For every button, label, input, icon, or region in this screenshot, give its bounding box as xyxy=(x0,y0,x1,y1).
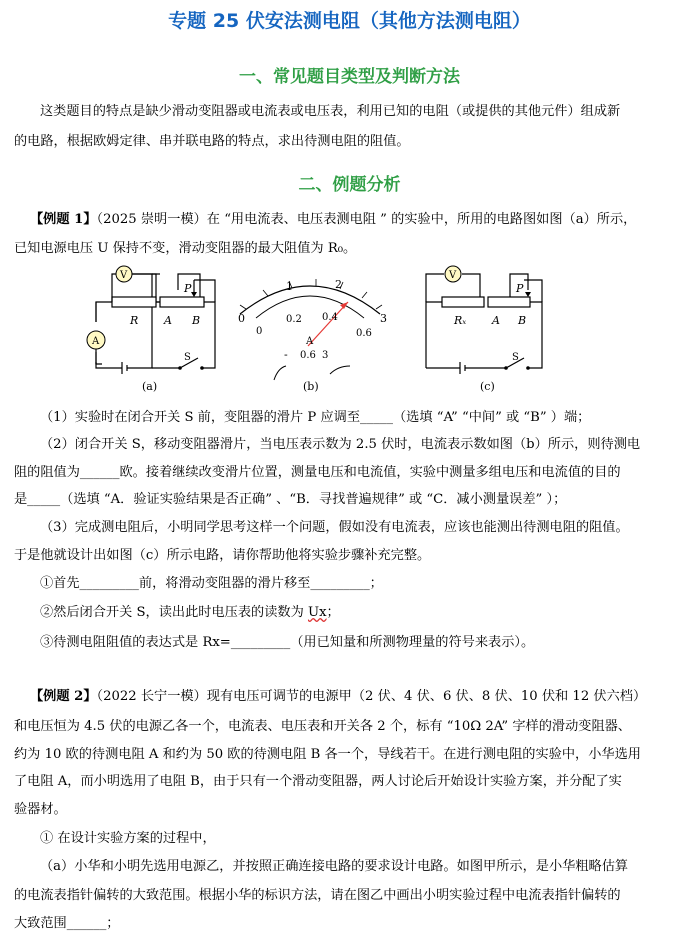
ammeter-label: A xyxy=(92,336,100,347)
example1-line-1 xyxy=(30,211,699,229)
resistor-label-rx: Rₓ xyxy=(454,314,467,327)
example2-line-3: 约为 10 欧的待测电阻 A 和约为 50 欧的待测电阻 B 各一个，导线若干。在进行测电阻的实验中，小华选用 xyxy=(14,747,641,762)
q2-line-2: 阻的阻值为______欧。接着继续改变滑片位置，测量电压和电流值，实验中测量多组电压和电流值的目的 xyxy=(14,465,621,480)
example2-part-a-1: （a）小华和小明先选用电源乙，并按照正确连接电路的要求设计电路。如图甲所示，是小华粗略估算 xyxy=(40,859,629,874)
step-2-text: ②然后闭合开关 S，读出此时电压表的读数为 xyxy=(40,605,308,620)
ammeter-dial xyxy=(238,278,387,393)
scale-top-0: 0 xyxy=(238,312,245,325)
example2-line-4: 了电阻 A，而小明选用了电阻 B，由于只有一个滑动变阻器，两人讨论后开始设计实验方案，并分配了实 xyxy=(14,774,622,789)
step-1: ①首先_________前，将滑动变阻器的滑片移至_________； xyxy=(40,576,383,591)
resistor-label-r: R xyxy=(130,314,139,327)
scale-top-2: 2 xyxy=(335,278,342,291)
example1-label: 【例题 1】 xyxy=(30,212,97,227)
q3-line-2: 于是他就设计出如图（c）所示电路，请你帮助他将实验步骤补充完整。 xyxy=(14,548,431,563)
example1-line-2: 已知电源电压 U 保持不变，滑动变阻器的最大阻值为 R₀。 xyxy=(14,241,357,256)
scale-bottom-0: 0 xyxy=(256,326,263,337)
scale-top-3: 3 xyxy=(380,312,387,325)
label-a-a: A xyxy=(164,314,172,327)
caption-a: (a) xyxy=(142,380,158,393)
caption-c: (c) xyxy=(480,380,495,393)
example2-part-a-2: 的电流表指针偏转的大致范围。根据小华的标识方法，请在图乙中画出小明实验过程中电流表指针偏转的 xyxy=(14,888,621,903)
step-2-end: ； xyxy=(326,605,340,620)
dial-unit-a: A xyxy=(306,336,314,347)
step-2 xyxy=(40,604,699,622)
q3-line-1: （3）完成测电阻后，小明同学思考这样一个问题，假如没有电流表，应该也能测出待测电阻的阻值。 xyxy=(40,520,629,535)
q1-line: （1）实验时在闭合开关 S 前，变阻器的滑片 P 应调至_____（选填 “A” “中间” 或 “B” ）端； xyxy=(40,410,591,425)
scale-bottom-1: 0.2 xyxy=(286,314,302,325)
scale-bottom-2: 0.4 xyxy=(322,312,338,323)
label-p-c: P xyxy=(516,282,524,295)
page-title: 专题 25 伏安法测电阻（其他方法测电阻） xyxy=(168,10,531,32)
circuit-figures xyxy=(60,262,650,412)
example2-line-1 xyxy=(30,688,699,706)
example2-part-a-3: 大致范围______； xyxy=(14,916,120,931)
step-2-ux: Ux xyxy=(307,605,327,620)
label-p-a: P xyxy=(184,282,192,295)
terminal-06: 0.6 xyxy=(300,350,316,361)
label-b-a: B xyxy=(192,314,201,327)
example2-part-1: ① 在设计实验方案的过程中， xyxy=(40,831,216,846)
scale-bottom-3: 0.6 xyxy=(356,328,372,339)
intro-line-2: 的电路，根据欧姆定律、串并联电路的特点，求出待测电阻的阻值。 xyxy=(14,134,410,149)
label-b-c: B xyxy=(518,314,527,327)
voltmeter-label-c: V xyxy=(449,270,457,281)
example2-label: 【例题 2】 xyxy=(30,689,97,704)
voltmeter-label-a: V xyxy=(120,270,128,281)
example2-line-2: 和电压恒为 4.5 伏的电源乙各一个，电流表、电压表和开关各 2 个，标有 “10Ω 2A” 字样的滑动变阻器、 xyxy=(14,719,631,734)
caption-b: (b) xyxy=(303,380,319,393)
example2-intro: （2022 长宁一模）现有电压可调节的电源甲（2 伏、4 伏、6 伏、8 伏、10 伏和 12 伏六档） xyxy=(96,689,647,704)
q2-line-1: （2）闭合开关 S，移动变阻器滑片，当电压表示数为 2.5 伏时，电流表示数如图（b）所示，则待测电 xyxy=(40,437,641,452)
label-s-a: S xyxy=(184,352,191,363)
example2-line-5: 验器材。 xyxy=(14,802,67,817)
section-heading-2: 二、例题分析 xyxy=(298,175,401,195)
label-a-c: A xyxy=(492,314,500,327)
q2-line-3: 是_____（选填 “A．验证实验结果是否正确” 、“B．寻找普遍规律” 或 “C．减小测量误差” ）； xyxy=(14,492,567,507)
section-heading-1: 一、常见题目类型及判断方法 xyxy=(239,67,460,87)
label-s-c: S xyxy=(512,352,519,363)
terminal-minus: - xyxy=(284,348,288,361)
step-3: ③待测电阻阻值的表达式是 Rx=_________（用已知量和所测物理量的符号来表示）。 xyxy=(40,635,535,650)
terminal-3: 3 xyxy=(322,350,329,361)
example1-intro: （2025 崇明一模）在 “用电流表、电压表测电阻 ” 的实验中，所用的电路图如图（a）所示， xyxy=(96,212,637,227)
intro-line-1: 这类题目的特点是缺少滑动变阻器或电流表或电压表，利用已知的电阻（或提供的其他元件）组成新 xyxy=(40,104,621,119)
scale-top-1: 1 xyxy=(286,280,293,293)
